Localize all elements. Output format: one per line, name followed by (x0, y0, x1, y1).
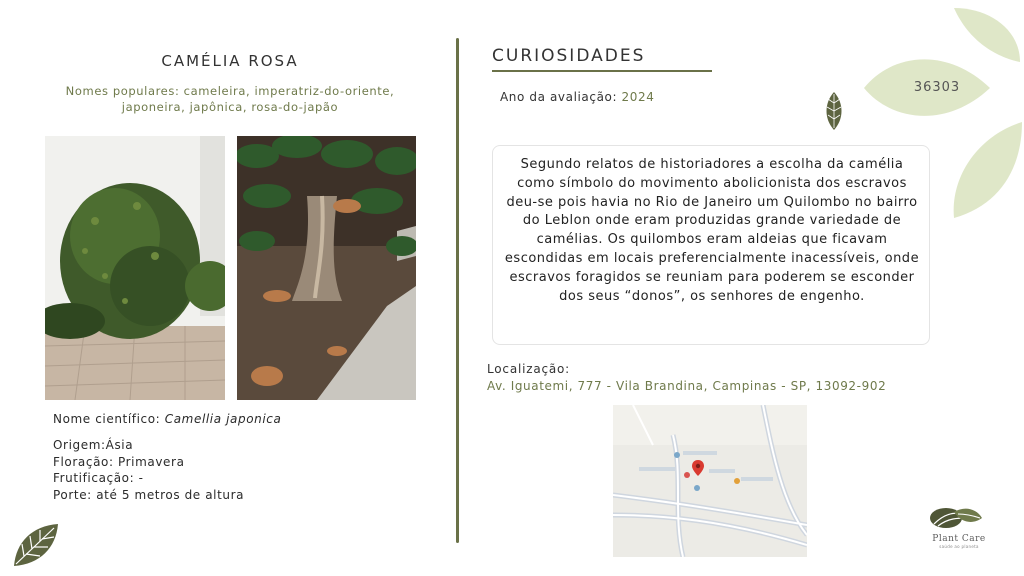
popular-names-line-1: Nomes populares: cameleira, imperatriz-do-oriente, (65, 84, 395, 98)
leaf-icon (10, 522, 60, 568)
plant-photo-bush (45, 136, 225, 400)
scientific-name-label: Nome científico: (53, 412, 165, 426)
curiosity-text: Segundo relatos de historiadores a escolha da camélia como símbolo do movimento abolicionista dos escravos deu-se pois havia no Rio de Janeiro um Quilombo no bairro do Leblon onde eram produzidas grande variedade de camélias. Os quilombos eram aldeias que ficavam escondidas em locais preferencialmente inacessíveis, onde escravos foragidos se reuniam para poderem se esconder dos seus “donos”, os senhores de engenho. (504, 157, 920, 304)
location-map[interactable] (613, 405, 807, 557)
plant-care-logo (924, 504, 994, 549)
plant-title: CAMÉLIA ROSA (161, 52, 299, 70)
logo-brand: Plant Care (932, 534, 986, 544)
map-pin-icon (692, 460, 704, 476)
popular-names-line-2: japoneira, japônica, rosa-do-japão (121, 100, 339, 114)
fruiting: Frutificação: - (53, 471, 144, 485)
popular-names (45, 83, 415, 115)
scientific-name-value: Camellia japonica (164, 412, 282, 426)
plant-photo-trunk (237, 136, 416, 400)
heading-underline (492, 70, 712, 72)
flowering: Floração: Primavera (53, 455, 185, 469)
scientific-name (53, 412, 281, 426)
evaluation-year-value: 2024 (621, 90, 655, 104)
plant-size: Porte: até 5 metros de altura (53, 488, 245, 502)
evaluation-year-label: Ano da avaliação: (500, 90, 622, 104)
evaluation-year (500, 90, 655, 104)
logo-mark (924, 504, 994, 534)
location-address: Av. Iguatemi, 777 - Vila Brandina, Campinas - SP, 13092-902 (487, 379, 887, 393)
column-divider (456, 38, 459, 543)
leaf-icon (824, 91, 844, 131)
origin: Origem:Ásia (53, 438, 134, 452)
location-label: Localização: (487, 362, 571, 376)
logo-tagline: saúde ao planeta (939, 544, 979, 549)
record-code: 36303 (913, 80, 961, 95)
curiosities-heading: CURIOSIDADES (492, 46, 646, 66)
